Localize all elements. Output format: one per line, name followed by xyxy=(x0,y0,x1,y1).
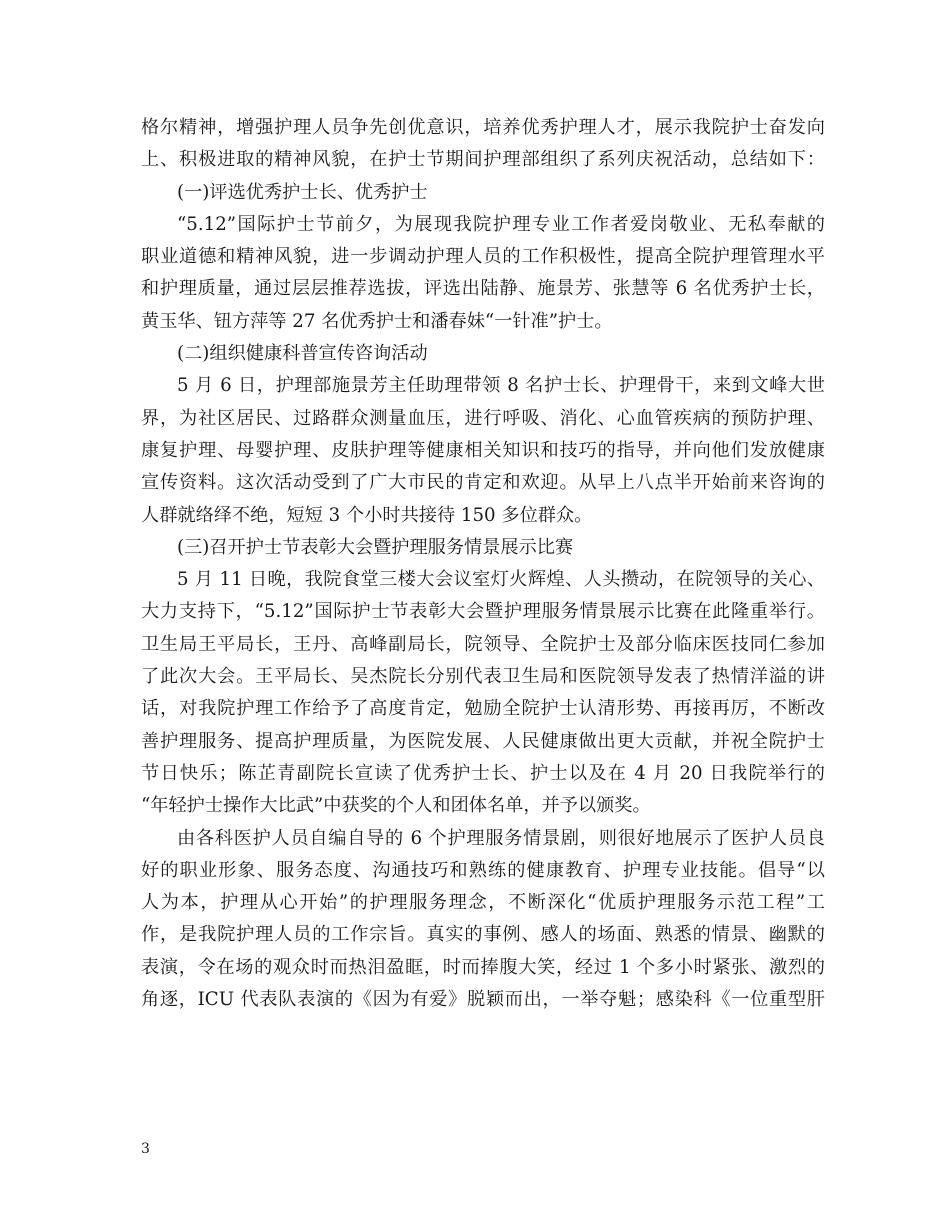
text-line: 好的职业形象、服务态度、沟通技巧和熟练的健康教育、护理专业技能。倡导“以 xyxy=(141,859,825,881)
text-line: “年轻护士操作大比武”中获奖的个人和团体名单，并予以颁奖。 xyxy=(141,795,651,817)
text-line: 话，对我院护理工作给予了高度肯定，勉励全院护士认清形势、再接再厉，不断改 xyxy=(141,698,825,720)
text-line: 和护理质量，通过层层推荐选拔，评选出陆静、施景芳、张慧等 6 名优秀护士长， xyxy=(141,278,825,300)
text-line: 人群就络绎不绝，短短 3 个小时共接待 150 多位群众。 xyxy=(141,504,593,526)
text-line: 上、积极进取的精神风貌，在护士节期间护理部组织了系列庆祝活动，总结如下： xyxy=(141,149,825,171)
text-line: (三)召开护士节表彰大会暨护理服务情景展示比赛 xyxy=(177,536,574,558)
text-line: 节日快乐；陈芷青副院长宣读了优秀护士长、护士以及在 4 月 20 日我院举行的 xyxy=(141,762,825,784)
text-line: 了此次大会。王平局长、吴杰院长分别代表卫生局和医院领导发表了热情洋溢的讲 xyxy=(141,666,825,688)
text-line: 宣传资料。这次活动受到了广大市民的肯定和欢迎。从早上八点半开始前来咨询的 xyxy=(141,472,825,494)
text-line: (一)评选优秀护士长、优秀护士 xyxy=(177,181,428,203)
text-line: 大力支持下，“5.12”国际护士节表彰大会暨护理服务情景展示比赛在此隆重举行。 xyxy=(141,601,825,623)
text-line: 5 月 6 日，护理部施景芳主任助理带领 8 名护士长、护理骨干，来到文峰大世 xyxy=(177,375,825,397)
document-body xyxy=(141,112,825,1016)
page-number: 3 xyxy=(141,1141,150,1157)
text-line: 善护理服务、提高护理质量，为医院发展、人民健康做出更大贡献，并祝全院护士 xyxy=(141,730,825,752)
text-line: 角逐，ICU 代表队表演的《因为有爱》脱颖而出，一举夺魁；感染科《一位重型肝 xyxy=(141,989,825,1011)
text-line: 表演，令在场的观众时而热泪盈眶，时而捧腹大笑，经过 1 个多小时紧张、激烈的 xyxy=(141,956,825,978)
text-line: (二)组织健康科普宣传咨询活动 xyxy=(177,343,428,365)
text-line: 格尔精神，增强护理人员争先创优意识，培养优秀护理人才，展示我院护士奋发向 xyxy=(141,117,825,138)
text-line: “5.12”国际护士节前夕，为展现我院护理专业工作者爱岗敬业、无私奉献的 xyxy=(177,213,825,235)
text-line: 黄玉华、钮方萍等 27 名优秀护士和潘春妹“一针准”护士。 xyxy=(141,310,613,332)
text-line: 界，为社区居民、过路群众测量血压，进行呼吸、消化、心血管疾病的预防护理、 xyxy=(141,407,825,429)
text-line: 人为本，护理从心开始”的护理服务理念，不断深化“优质护理服务示范工程”工 xyxy=(141,892,825,914)
text-line: 康复护理、母婴护理、皮肤护理等健康相关知识和技巧的指导，并向他们发放健康 xyxy=(141,439,825,461)
text-line: 由各科医护人员自编自导的 6 个护理服务情景剧，则很好地展示了医护人员良 xyxy=(177,827,825,849)
text-line: 5 月 11 日晚，我院食堂三楼大会议室灯火辉煌、人头攒动，在院领导的关心、 xyxy=(177,569,825,591)
text-line: 卫生局王平局长，王丹、高峰副局长，院领导、全院护士及部分临床医技同仁参加 xyxy=(141,633,825,655)
text-line: 职业道德和精神风貌，进一步调动护理人员的工作积极性，提高全院护理管理水平 xyxy=(141,246,825,268)
text-line: 作，是我院护理人员的工作宗旨。真实的事例、感人的场面、熟悉的情景、幽默的 xyxy=(141,924,825,946)
